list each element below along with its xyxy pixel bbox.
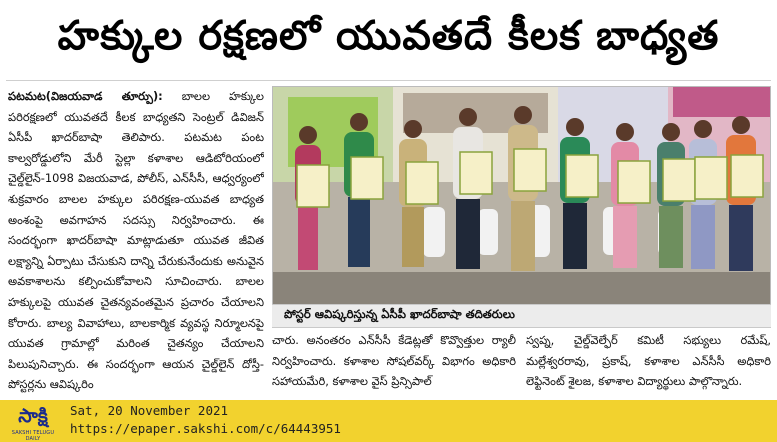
- logo-tagline: SAKSHI TELUGU DAILY: [11, 430, 55, 442]
- sakshi-logo: [4, 402, 62, 440]
- epaper-link[interactable]: https://epaper.sakshi.com/c/64443951: [70, 421, 341, 436]
- article-column-right: [526, 330, 771, 398]
- article-column-middle: [272, 330, 516, 398]
- article-body-right: స్వప్న, చైల్డ్‌వెల్ఫేర్ కమిటీ సభ్యులు రమేష్, మల్లేశ్వరరావు, ప్రకాష్, కళాశాల ఎన్‌సీసీ అధికారి లెఫ్టినెంట్ శైలజ, కళాశాల విద్యార్థులు పాల్గొన్నారు.: [526, 333, 771, 389]
- photo-scene: [273, 87, 770, 305]
- article-photo: [272, 86, 771, 306]
- headline-divider: [6, 80, 771, 81]
- photo-caption: పోస్టర్ ఆవిష్కరిస్తున్న ఏసీపీ ఖాదర్‌బాషా తదితరులు: [284, 307, 515, 321]
- footer-bar: [0, 400, 777, 442]
- article-body-middle: చారు. అనంతరం ఎన్‌సీసీ కేడెట్లతో కొవ్వొత్తుల ర్యాలీ నిర్వహించారు. కళాశాల సోషల్‌వర్క్ విభాగం అధికారి సహాయమేరి, కళాశాల వైస్ ప్రిన్సిపాల్: [272, 333, 516, 389]
- article-body-left: బాలల హక్కుల పరిరక్షణలో యువతదే కీలక బాధ్యతని సెంట్రల్ డివిజన్ ఏసీపీ ఖాదర్‌బాషా తెలిపారు. పటమట పంట కాల్వరోడ్డులోని మేరీ స్టెల్లా కళాశాల ఆడిటోరియంలో చైల్డ్‌లైన్-1098 విజయవాడ, పోలీస్, ఎన్‌సీసీ, ఆధ్వర్యంలో శుక్రవారం బాలల హక్కుల పరిరక్షణ-యువత బాధ్యత అంశంపై అవగాహన సదస్సు నిర్వహించారు. ఈ సందర్భంగా ఖాదర్‌బాషా మాట్లాడుతూ యువత జీవిత లక్ష్యాన్ని ఏర్పాటు చేసుకుని దాన్ని చేరుకునేందుకు అనువైన అవకాశాలను కల్పించుకోవాలని సూచించారు. బాలల హక్కులపై యువత చైతన్యవంతమైన ప్రచారం చేయాలని కోరారు. బాల్య వివాహాలు, బాలకార్మిక వ్యవస్థ నిర్మూలనపై యువత గ్రామాల్లో మరింత చైతన్యం చేయాలని పిలుపునిచ్చారు. ఈ సందర్భంగా ఆయన చైల్డ్‌లైన్ దోస్తీ-పోస్టర్లను ఆవిష్కరిం: [8, 89, 264, 392]
- article-dateline: పటమట(విజయవాడ తూర్పు):: [8, 89, 163, 103]
- logo-wordmark: సాక్షి: [18, 405, 48, 427]
- article-column-left: [8, 86, 264, 398]
- edition-date: Sat, 20 November 2021: [70, 403, 229, 418]
- headline: హక్కుల రక్షణలో యువతదే కీలక బాధ్యత: [57, 13, 720, 59]
- photo-caption-box: [272, 304, 771, 328]
